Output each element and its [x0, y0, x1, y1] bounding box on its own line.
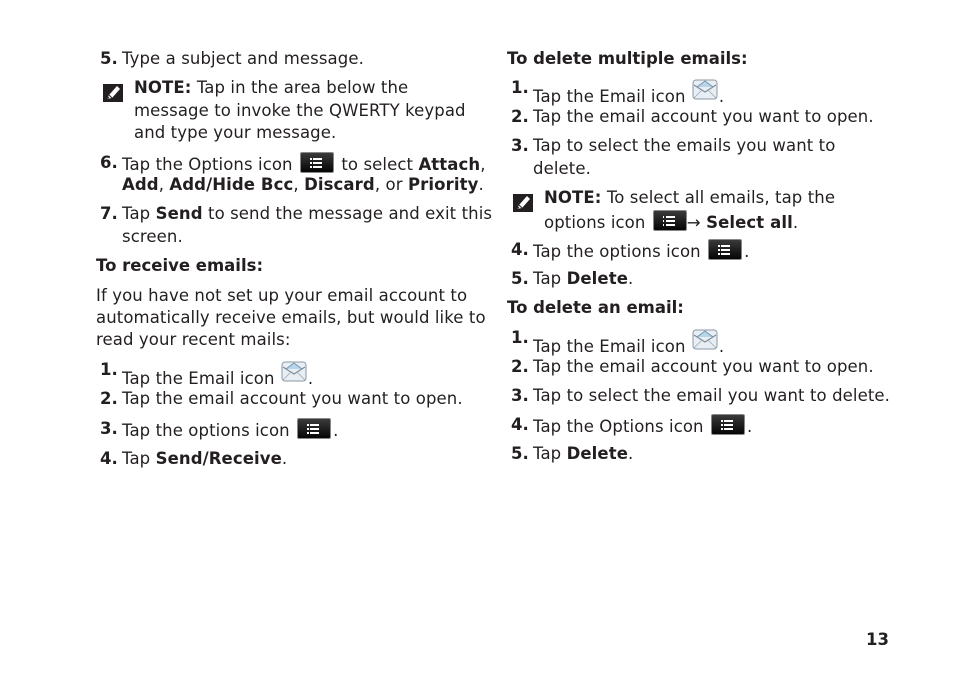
- single-step-1: Tap the Email icon .: [533, 327, 724, 358]
- single-step-2: Tap the email account you want to open.: [533, 357, 874, 376]
- options-menu-icon: [300, 152, 334, 173]
- options-menu-icon: [653, 210, 687, 231]
- note-line-1: NOTE: To select all emails, tap the: [544, 188, 836, 207]
- note-line-1: NOTE: Tap in the area below the: [134, 78, 409, 97]
- multi-step-3-line-2: delete.: [533, 159, 591, 178]
- step-number: 4.: [100, 449, 118, 468]
- multi-step-5: Tap Delete.: [533, 269, 634, 288]
- step-number: 3.: [511, 386, 529, 405]
- step-6-line-1: Tap the Options icon to select Attach,: [122, 152, 486, 176]
- note-line-3: and type your message.: [134, 123, 337, 142]
- step-number: 7.: [100, 204, 118, 223]
- single-step-5: Tap Delete.: [533, 444, 634, 463]
- step-5-text: Type a subject and message.: [122, 49, 364, 68]
- step-number: 4.: [511, 415, 529, 434]
- email-envelope-icon: [692, 327, 718, 351]
- receive-step-3: Tap the options icon .: [122, 418, 338, 442]
- page-number: 13: [866, 630, 889, 649]
- options-menu-icon: [297, 418, 331, 439]
- step-number: 6.: [100, 153, 118, 172]
- delete-email-heading: To delete an email:: [507, 298, 684, 317]
- step-number: 2.: [511, 357, 529, 376]
- single-step-3: Tap to select the email you want to delete.: [533, 386, 891, 405]
- receive-step-2: Tap the email account you want to open.: [122, 389, 463, 408]
- email-envelope-icon: [692, 77, 718, 101]
- step-number: 4.: [511, 240, 529, 259]
- options-menu-icon: [711, 414, 745, 435]
- email-envelope-icon: [281, 359, 307, 383]
- multi-step-1: Tap the Email icon .: [533, 77, 724, 108]
- multi-step-3-line-1: Tap to select the emails you want to: [533, 136, 836, 155]
- pencil-note-icon: [102, 83, 124, 103]
- step-number: 5.: [511, 269, 529, 288]
- step-number: 1.: [100, 360, 118, 379]
- multi-step-4: Tap the options icon .: [533, 239, 749, 263]
- step-number: 3.: [511, 136, 529, 155]
- paragraph-line-1: If you have not set up your email account to: [96, 286, 468, 305]
- step-number: 5.: [100, 49, 118, 68]
- note-line-2: options icon → Select all.: [544, 210, 798, 234]
- step-7-line-2: screen.: [122, 227, 183, 246]
- multi-step-2: Tap the email account you want to open.: [533, 107, 874, 126]
- paragraph-line-2: automatically receive emails, but would like to: [96, 308, 486, 327]
- step-7-line-1: Tap Send to send the message and exit this: [122, 204, 493, 223]
- paragraph-line-3: read your recent mails:: [96, 330, 291, 349]
- step-number: 3.: [100, 419, 118, 438]
- single-step-4: Tap the Options icon .: [533, 414, 752, 438]
- step-number: 5.: [511, 444, 529, 463]
- receive-step-4: Tap Send/Receive.: [122, 449, 288, 468]
- receive-emails-heading: To receive emails:: [96, 256, 264, 275]
- step-number: 1.: [511, 78, 529, 97]
- delete-multiple-heading: To delete multiple emails:: [507, 49, 748, 68]
- step-number: 2.: [100, 389, 118, 408]
- options-menu-icon: [708, 239, 742, 260]
- receive-step-1: Tap the Email icon .: [122, 359, 313, 390]
- step-number: 2.: [511, 107, 529, 126]
- pencil-note-icon: [512, 193, 534, 213]
- step-number: 1.: [511, 328, 529, 347]
- note-line-2: message to invoke the QWERTY keypad: [134, 101, 466, 120]
- step-6-line-2: Add, Add/Hide Bcc, Discard, or Priority.: [122, 175, 484, 194]
